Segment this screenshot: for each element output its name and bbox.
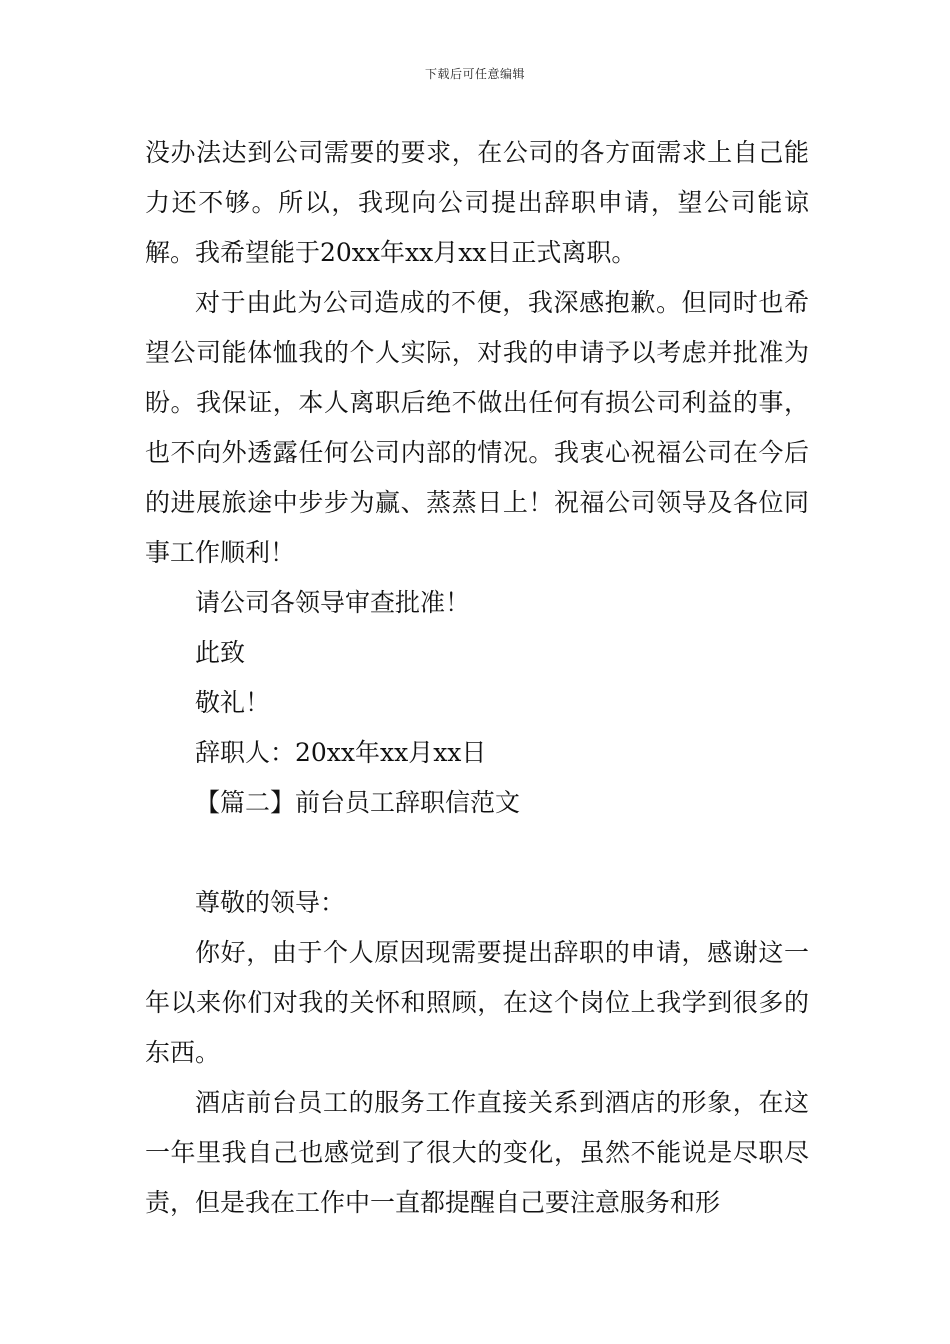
- paragraph-salutation-close: 此致: [195, 638, 246, 667]
- paragraph-signature-date: 辞职人：20xx年xx月xx日: [195, 738, 487, 767]
- paragraph-front-desk: 酒店前台员工的服务工作直接关系到酒店的形象，在这一年里我自己也感觉到了很大的变化，虽然不能说是尽职尽责，但是我在工作中一直都提醒自己要注意服务和形: [145, 1088, 809, 1217]
- paragraph-request-approval: 请公司各领导审查批准！: [195, 588, 471, 617]
- paragraph-greeting: 尊敬的领导：: [195, 888, 346, 917]
- paragraph-regards: 敬礼！: [195, 688, 271, 717]
- section-heading: 【篇二】前台员工辞职信范文: [195, 788, 521, 817]
- blank-line: [145, 828, 809, 878]
- paragraph-apology: 对于由此为公司造成的不便，我深感抱歉。但同时也希望公司能体恤我的个人实际，对我的申请予以考虑并批准为盼。我保证，本人离职后绝不做出任何有损公司利益的事，也不向外透露任何公司内部的情况。我衷心祝福公司在今后的进展旅途中步步为赢、蒸蒸日上！祝福公司领导及各位同事工作顺利！: [145, 288, 809, 567]
- paragraph-intro: 你好，由于个人原因现需要提出辞职的申请，感谢这一年以来你们对我的关怀和照顾，在这个岗位上我学到很多的东西。: [145, 938, 809, 1067]
- document-body: [145, 128, 809, 1228]
- page-header: 下载后可任意编辑: [424, 67, 525, 81]
- paragraph-continuation: 没办法达到公司需要的要求，在公司的各方面需求上自己能力还不够。所以，我现向公司提出辞职申请，望公司能谅解。我希望能于20xx年xx月xx日正式离职。: [145, 138, 809, 267]
